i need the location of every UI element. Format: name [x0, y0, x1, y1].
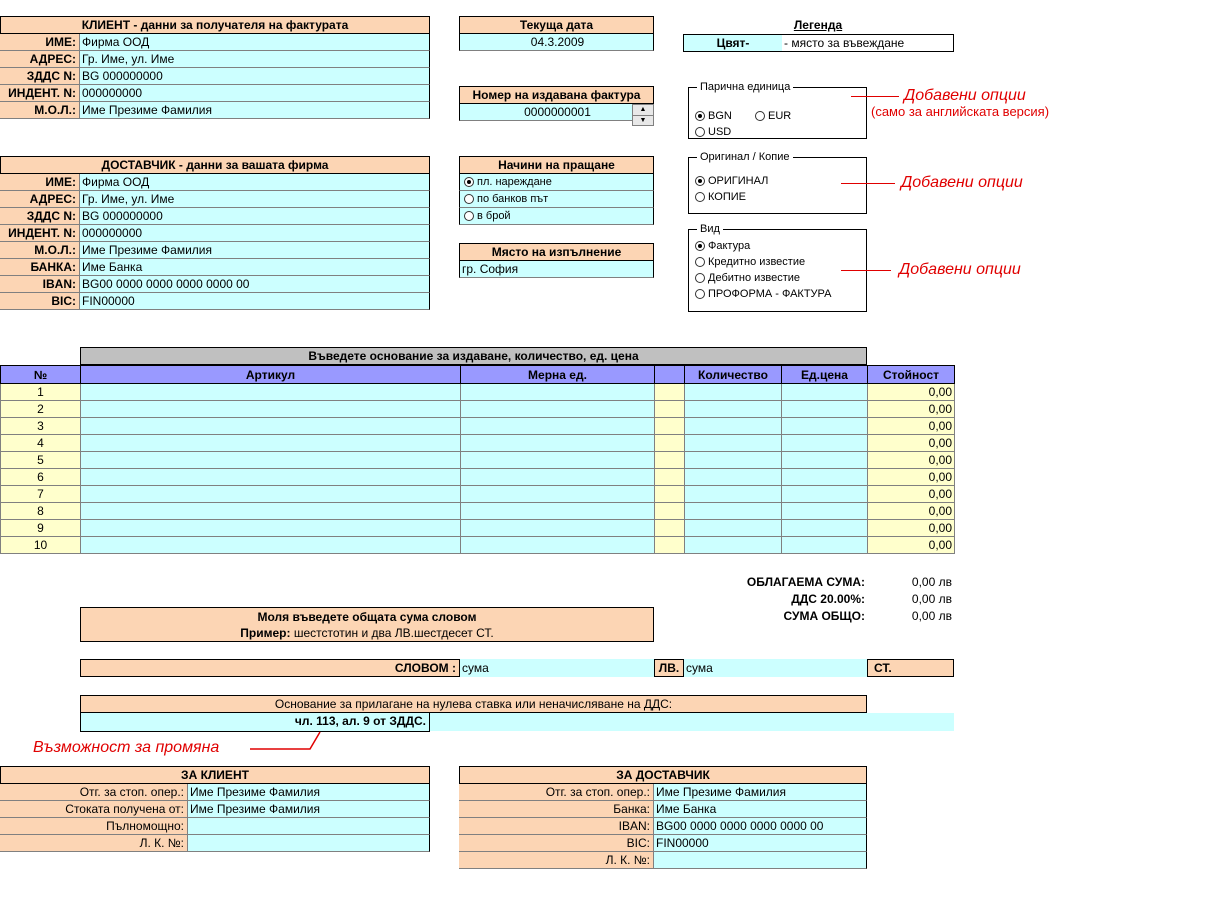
- item-article-cell[interactable]: [81, 401, 461, 418]
- total-value: 0,00 лв: [911, 609, 952, 623]
- note-line-3: [841, 270, 891, 271]
- item-value-cell: 0,00: [868, 486, 955, 503]
- supplier-field[interactable]: 000000000: [80, 225, 430, 242]
- client-header: КЛИЕНТ - данни за получателя на фактурата: [0, 16, 430, 34]
- radio-option-label: USD: [708, 126, 732, 138]
- for-supplier-field[interactable]: Име Банка: [654, 801, 867, 818]
- for-supplier-label: BIC:: [459, 835, 654, 852]
- radio-option[interactable]: [695, 189, 865, 205]
- item-no: 7: [1, 486, 81, 503]
- item-no: 2: [1, 401, 81, 418]
- legend-color-desc: - място за въвеждане: [784, 36, 905, 50]
- item-blank-cell: [655, 469, 685, 486]
- item-price-cell[interactable]: [782, 537, 868, 554]
- legend-box: [683, 34, 954, 52]
- item-unit-cell[interactable]: [461, 520, 655, 537]
- radio-option-label: КОПИЕ: [708, 191, 746, 203]
- place-field[interactable]: гр. София: [459, 261, 654, 278]
- item-blank-cell: [655, 520, 685, 537]
- item-no: 1: [1, 384, 81, 401]
- words-value-1[interactable]: сума: [460, 659, 654, 677]
- supplier-label: М.О.Л.:: [0, 242, 80, 259]
- note-changeable: Възможност за промяна: [33, 739, 220, 756]
- radio-option[interactable]: [695, 238, 865, 254]
- item-article-cell[interactable]: [81, 537, 461, 554]
- item-value-cell: 0,00: [868, 469, 955, 486]
- for-supplier-label: Отг. за стоп. опер.:: [459, 784, 654, 801]
- original-group: [688, 151, 867, 214]
- item-price-cell[interactable]: [782, 384, 868, 401]
- item-no: 8: [1, 503, 81, 520]
- note-line-1: [851, 96, 899, 97]
- radio-option[interactable]: [695, 286, 865, 302]
- radio-button-icon[interactable]: [695, 273, 705, 283]
- supplier-label: ИМЕ:: [0, 174, 80, 191]
- supplier-label: БАНКА:: [0, 259, 80, 276]
- for-client-field[interactable]: [188, 835, 430, 852]
- item-unit-cell[interactable]: [461, 418, 655, 435]
- vat-label: ДДС 20.00%:: [791, 592, 865, 606]
- item-article-cell[interactable]: [81, 520, 461, 537]
- item-article-cell[interactable]: [81, 384, 461, 401]
- item-price-cell[interactable]: [782, 418, 868, 435]
- original-group-title: Оригинал / Копие: [697, 151, 793, 163]
- radio-option-label: Кредитно известие: [708, 256, 806, 268]
- supplier-field[interactable]: Име Презиме Фамилия: [80, 242, 430, 259]
- table-row: [1, 418, 955, 435]
- radio-option[interactable]: [695, 108, 755, 124]
- radio-button-icon[interactable]: [695, 241, 705, 251]
- note-line-2: [841, 183, 895, 184]
- item-price-cell[interactable]: [782, 435, 868, 452]
- spin-up-icon[interactable]: ▲: [633, 105, 653, 116]
- table-row: [1, 384, 955, 401]
- item-qty-cell[interactable]: [685, 486, 782, 503]
- for-supplier-label: IBAN:: [459, 818, 654, 835]
- item-price-cell[interactable]: [782, 469, 868, 486]
- item-qty-cell[interactable]: [685, 503, 782, 520]
- radio-option-label: по банков път: [477, 193, 549, 205]
- for-supplier-field[interactable]: [654, 852, 867, 869]
- for-client-label: Отг. за стоп. опер.:: [0, 784, 188, 801]
- words-st-label: СТ.: [867, 659, 954, 677]
- item-blank-cell: [655, 384, 685, 401]
- item-price-cell[interactable]: [782, 452, 868, 469]
- total-label: СУМА ОБЩО:: [783, 609, 865, 623]
- supplier-field[interactable]: Гр. Име, ул. Име: [80, 191, 430, 208]
- item-blank-cell: [655, 418, 685, 435]
- items-banner: Въведете основание за издаване, количество, ед. цена: [80, 347, 867, 365]
- radio-option[interactable]: [695, 254, 865, 270]
- words-lv-label: ЛВ.: [654, 659, 684, 677]
- items-header-row: [1, 366, 955, 384]
- item-qty-cell[interactable]: [685, 452, 782, 469]
- radio-option-label: пл. нареждане: [477, 176, 552, 188]
- legend-title: Легенда: [793, 18, 843, 32]
- client-field[interactable]: Име Презиме Фамилия: [80, 102, 430, 119]
- table-row: [1, 469, 955, 486]
- client-label: М.О.Л.:: [0, 102, 80, 119]
- col-qty: Количество: [685, 366, 782, 384]
- vat-basis-label: Основание за прилагане на нулева ставка или неначисляване на ДДС:: [80, 695, 867, 713]
- vat-basis-field[interactable]: чл. 113, ал. 9 от ЗДДС.: [80, 713, 430, 732]
- table-row: [1, 401, 955, 418]
- words-hint-line2: [81, 625, 653, 641]
- for-client-field[interactable]: Име Презиме Фамилия: [188, 784, 430, 801]
- invoice-number-label: Номер на издавана фактура: [459, 86, 654, 104]
- item-article-cell[interactable]: [81, 486, 461, 503]
- supplier-label: АДРЕС:: [0, 191, 80, 208]
- radio-option-label: Дебитно известие: [708, 272, 801, 284]
- table-row: [1, 452, 955, 469]
- radio-option[interactable]: [459, 191, 654, 208]
- client-label: ИМЕ:: [0, 34, 80, 51]
- item-qty-cell[interactable]: [685, 537, 782, 554]
- note-changeable-arrow: [248, 729, 323, 753]
- item-value-cell: 0,00: [868, 520, 955, 537]
- radio-button-icon[interactable]: [695, 192, 705, 202]
- table-row: [1, 435, 955, 452]
- item-price-cell[interactable]: [782, 486, 868, 503]
- items-table: [0, 365, 955, 554]
- spin-down-icon[interactable]: ▼: [639, 117, 647, 124]
- col-price: Ед.цена: [782, 366, 868, 384]
- supplier-field[interactable]: BG00 0000 0000 0000 0000 00: [80, 276, 430, 293]
- note-added-options-2: Добавени опции: [901, 174, 1023, 191]
- radio-option-label: ПРОФОРМА - ФАКТУРА: [708, 288, 832, 300]
- currency-group: [688, 81, 867, 139]
- words-label: СЛОВОМ :: [80, 659, 460, 677]
- note-english-only: (само за английската версия): [871, 104, 1050, 119]
- item-qty-cell[interactable]: [685, 520, 782, 537]
- item-qty-cell[interactable]: [685, 384, 782, 401]
- for-client-label: Стоката получена от:: [0, 801, 188, 818]
- item-no: 3: [1, 418, 81, 435]
- invoice-number-spinner[interactable]: [632, 104, 654, 126]
- radio-option[interactable]: [695, 173, 865, 189]
- radio-option-label: BGN: [708, 110, 732, 122]
- item-unit-cell[interactable]: [461, 469, 655, 486]
- supplier-field[interactable]: BG 000000000: [80, 208, 430, 225]
- radio-button-icon[interactable]: [695, 127, 705, 137]
- radio-option-label: Фактура: [708, 240, 751, 252]
- supplier-field[interactable]: Фирма ООД: [80, 174, 430, 191]
- supplier-field[interactable]: Име Банка: [80, 259, 430, 276]
- item-price-cell[interactable]: [782, 503, 868, 520]
- for-supplier-field[interactable]: FIN00000: [654, 835, 867, 852]
- item-no: 6: [1, 469, 81, 486]
- item-qty-cell[interactable]: [685, 435, 782, 452]
- item-value-cell: 0,00: [868, 452, 955, 469]
- original-options: [695, 173, 865, 205]
- note-added-options-1: Добавени опции: [904, 87, 1026, 104]
- current-date-label: Текуща дата: [459, 16, 654, 34]
- supplier-label: BIC:: [0, 293, 80, 310]
- radio-button-icon[interactable]: [464, 211, 474, 221]
- item-value-cell: 0,00: [868, 384, 955, 401]
- item-qty-cell[interactable]: [685, 401, 782, 418]
- words-value-2[interactable]: сума: [684, 659, 867, 677]
- item-no: 4: [1, 435, 81, 452]
- note-added-options-3: Добавени опции: [899, 261, 1021, 278]
- words-hint-box: [80, 607, 654, 642]
- currency-group-title: Парична единица: [697, 81, 793, 93]
- client-field[interactable]: Гр. Име, ул. Име: [80, 51, 430, 68]
- item-unit-cell[interactable]: [461, 384, 655, 401]
- item-blank-cell: [655, 486, 685, 503]
- item-blank-cell: [655, 401, 685, 418]
- col-value: Стойност: [868, 366, 955, 384]
- for-client-field[interactable]: Име Презиме Фамилия: [188, 801, 430, 818]
- words-hint-line1: Моля въведете общата сума словом: [257, 610, 477, 624]
- radio-option-label: ОРИГИНАЛ: [708, 175, 769, 187]
- client-label: ИНДЕНТ. N:: [0, 85, 80, 102]
- radio-option-label: EUR: [768, 110, 792, 122]
- item-value-cell: 0,00: [868, 418, 955, 435]
- item-value-cell: 0,00: [868, 435, 955, 452]
- item-blank-cell: [655, 435, 685, 452]
- item-blank-cell: [655, 452, 685, 469]
- item-unit-cell[interactable]: [461, 435, 655, 452]
- radio-option[interactable]: [695, 124, 755, 140]
- item-value-cell: 0,00: [868, 401, 955, 418]
- currency-options: [695, 108, 865, 140]
- item-value-cell: 0,00: [868, 537, 955, 554]
- for-client-label: Пълномощно:: [0, 818, 188, 835]
- legend-color-label: Цвят-: [684, 35, 782, 51]
- client-label: АДРЕС:: [0, 51, 80, 68]
- item-article-cell[interactable]: [81, 418, 461, 435]
- for-supplier-label: Банка:: [459, 801, 654, 818]
- for-supplier-field[interactable]: Име Презиме Фамилия: [654, 784, 867, 801]
- table-row: [1, 486, 955, 503]
- radio-button-icon[interactable]: [755, 111, 765, 121]
- radio-option[interactable]: [459, 208, 654, 225]
- col-blank: [655, 366, 685, 384]
- radio-button-icon[interactable]: [464, 194, 474, 204]
- for-supplier-header: ЗА ДОСТАВЧИК: [459, 766, 867, 784]
- item-unit-cell[interactable]: [461, 401, 655, 418]
- place-label: Място на изпълнение: [459, 243, 654, 261]
- radio-option-label: в брой: [477, 210, 511, 222]
- radio-button-icon[interactable]: [695, 111, 705, 121]
- table-row: [1, 503, 955, 520]
- doctype-options: [695, 238, 865, 302]
- item-value-cell: 0,00: [868, 503, 955, 520]
- client-field[interactable]: 000000000: [80, 85, 430, 102]
- table-row: [1, 537, 955, 554]
- client-field[interactable]: Фирма ООД: [80, 34, 430, 51]
- radio-button-icon[interactable]: [464, 177, 474, 187]
- words-hint-example-label: Пример:: [240, 626, 291, 640]
- item-blank-cell: [655, 537, 685, 554]
- payment-options: [459, 174, 654, 225]
- for-supplier-label: Л. К. №:: [459, 852, 654, 869]
- item-no: 9: [1, 520, 81, 537]
- item-unit-cell[interactable]: [461, 503, 655, 520]
- item-unit-cell[interactable]: [461, 537, 655, 554]
- for-client-header: ЗА КЛИЕНТ: [0, 766, 430, 784]
- col-no: №: [1, 366, 81, 384]
- taxable-label: ОБЛАГАЕМА СУМА:: [746, 575, 865, 589]
- item-article-cell[interactable]: [81, 452, 461, 469]
- client-field[interactable]: BG 000000000: [80, 68, 430, 85]
- current-date-field[interactable]: 04.3.2009: [459, 34, 654, 51]
- item-price-cell[interactable]: [782, 401, 868, 418]
- for-supplier-field[interactable]: BG00 0000 0000 0000 0000 00: [654, 818, 867, 835]
- supplier-label: ИНДЕНТ. N:: [0, 225, 80, 242]
- item-unit-cell[interactable]: [461, 452, 655, 469]
- table-row: [1, 520, 955, 537]
- client-label: ЗДДС N:: [0, 68, 80, 85]
- item-article-cell[interactable]: [81, 435, 461, 452]
- item-qty-cell[interactable]: [685, 469, 782, 486]
- taxable-value: 0,00 лв: [911, 575, 952, 589]
- payment-label: Начини на пращане: [459, 156, 654, 174]
- radio-option[interactable]: [755, 108, 815, 124]
- col-unit: Мерна ед.: [461, 366, 655, 384]
- supplier-label: ЗДДС N:: [0, 208, 80, 225]
- doctype-group-title: Вид: [697, 223, 723, 235]
- radio-option[interactable]: [459, 174, 654, 191]
- item-article-cell[interactable]: [81, 469, 461, 486]
- radio-option[interactable]: [695, 270, 865, 286]
- for-client-field[interactable]: [188, 818, 430, 835]
- supplier-field[interactable]: FIN00000: [80, 293, 430, 310]
- col-article: Артикул: [81, 366, 461, 384]
- supplier-label: IBAN:: [0, 276, 80, 293]
- radio-button-icon[interactable]: [695, 289, 705, 299]
- item-unit-cell[interactable]: [461, 486, 655, 503]
- supplier-header: ДОСТАВЧИК - данни за вашата фирма: [0, 156, 430, 174]
- radio-button-icon[interactable]: [695, 257, 705, 267]
- item-article-cell[interactable]: [81, 503, 461, 520]
- for-client-label: Л. К. №:: [0, 835, 188, 852]
- item-no: 10: [1, 537, 81, 554]
- item-price-cell[interactable]: [782, 520, 868, 537]
- item-blank-cell: [655, 503, 685, 520]
- words-hint-example-text: шестстотин и два ЛВ.шестдесет СТ.: [293, 626, 494, 640]
- radio-button-icon[interactable]: [695, 176, 705, 186]
- item-no: 5: [1, 452, 81, 469]
- item-qty-cell[interactable]: [685, 418, 782, 435]
- vat-value: 0,00 лв: [911, 592, 952, 606]
- invoice-number-field[interactable]: 0000000001: [459, 104, 654, 121]
